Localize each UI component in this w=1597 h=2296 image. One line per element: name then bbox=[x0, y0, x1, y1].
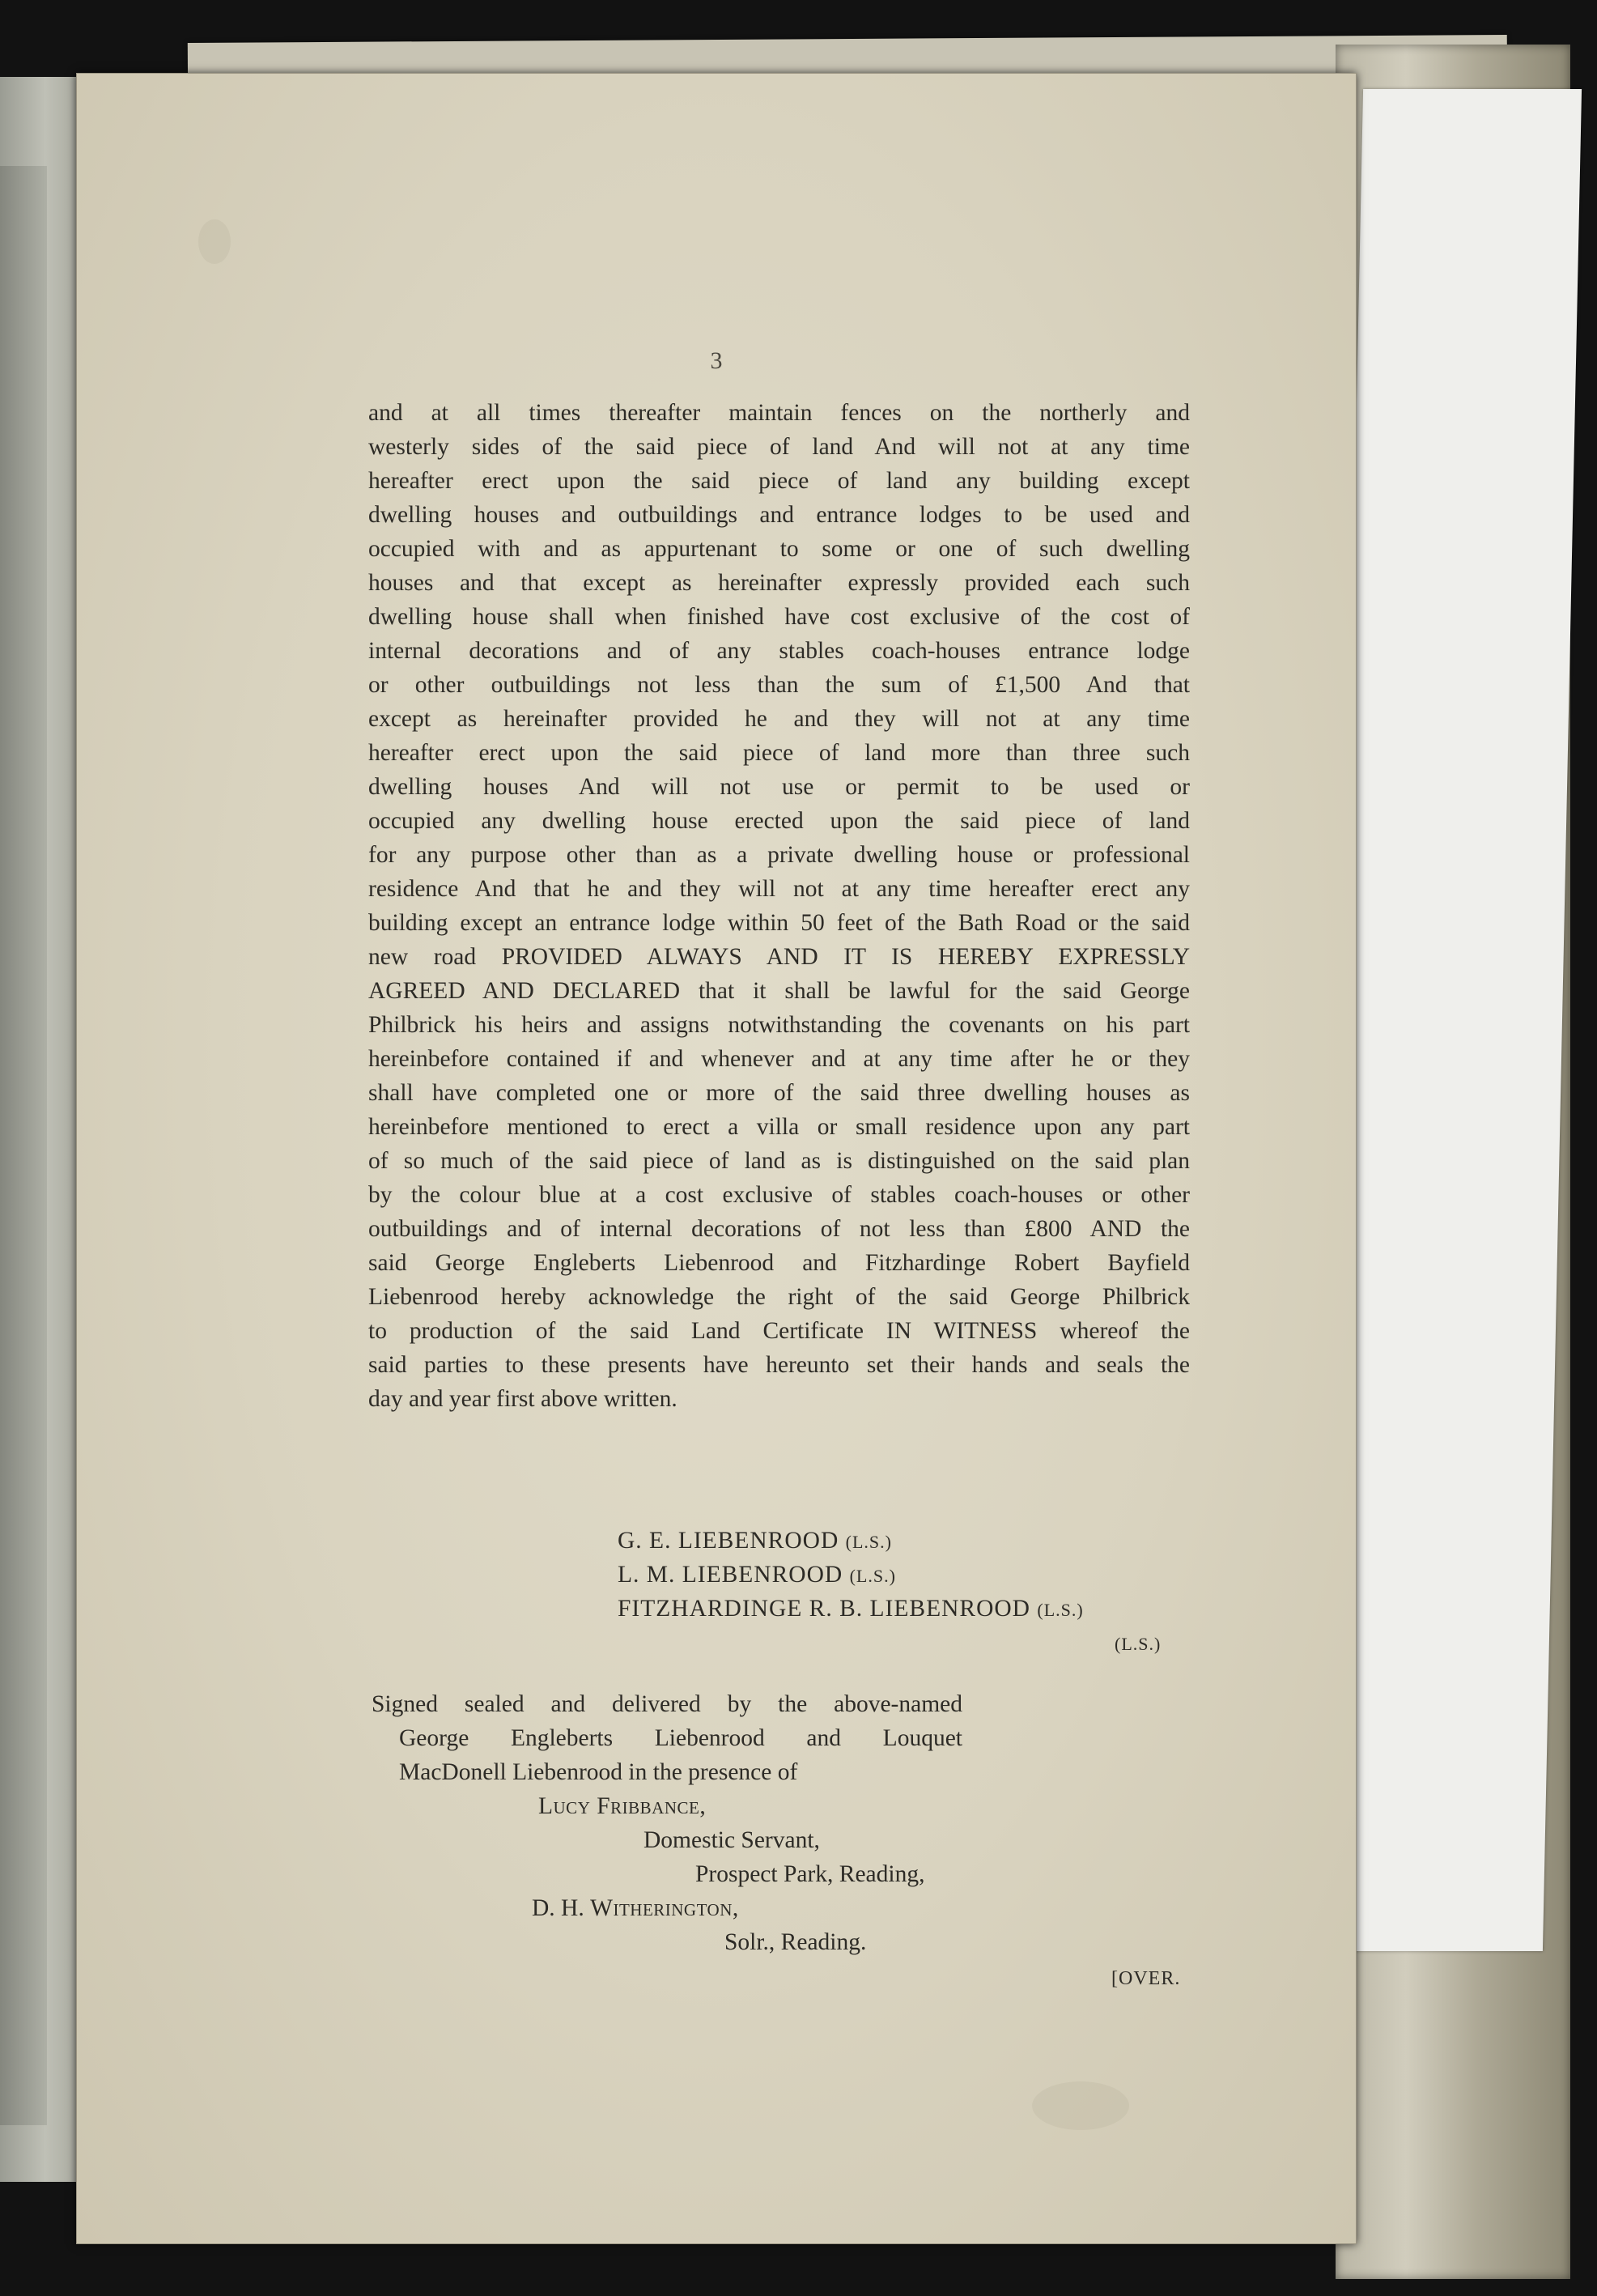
signatory-name: L. M. LIEBENROOD bbox=[618, 1562, 843, 1588]
witness-address: Prospect Park, Reading, bbox=[695, 1861, 925, 1887]
witness-name bbox=[532, 1895, 739, 1922]
body-text-line: hereinbefore contained if and whenever and at any time after he or they bbox=[368, 1046, 1190, 1072]
witness-initials: D. H. bbox=[532, 1895, 584, 1921]
body-text-line: Philbrick his heirs and assigns notwithstanding the covenants on his part bbox=[368, 1012, 1190, 1038]
seal-mark: (L.S.) bbox=[1115, 1634, 1162, 1654]
page-stain bbox=[1032, 2081, 1129, 2130]
document-page bbox=[76, 73, 1357, 2244]
attestation-line: Signed sealed and delivered by the above-named bbox=[372, 1691, 962, 1717]
signature-line bbox=[618, 1528, 892, 1554]
body-text-line: outbuildings and of internal decorations of not less than £800 AND the bbox=[368, 1216, 1190, 1242]
signature-line bbox=[618, 1562, 896, 1588]
signature-line bbox=[1115, 1630, 1161, 1656]
body-text-line: or other outbuildings not less than the sum of £1,500 And that bbox=[368, 672, 1190, 698]
body-text-line: internal decorations and of any stables coach-houses entrance lodge bbox=[368, 638, 1190, 664]
body-text-line: hereafter erect upon the said piece of land more than three such bbox=[368, 740, 1190, 766]
witness-name: Lucy Fribbance, bbox=[538, 1793, 707, 1819]
body-text-line: dwelling houses And will not use or permit to be used or bbox=[368, 774, 1190, 800]
body-text-line: houses and that except as hereinafter expressly provided each such bbox=[368, 570, 1190, 596]
witness-occupation: Domestic Servant, bbox=[643, 1827, 820, 1853]
body-text-line: said George Engleberts Liebenrood and Fitzhardinge Robert Bayfield bbox=[368, 1250, 1190, 1276]
body-text-line: shall have completed one or more of the said three dwelling houses as bbox=[368, 1080, 1190, 1106]
page-number: 3 bbox=[710, 347, 723, 374]
body-text-line: residence And that he and they will not at any time hereafter erect any bbox=[368, 876, 1190, 902]
seal-mark: (L.S.) bbox=[849, 1566, 896, 1586]
attestation-line: MacDonell Liebenrood in the presence of bbox=[399, 1759, 798, 1785]
body-text-line: said parties to these presents have hereunto set their hands and seals the bbox=[368, 1352, 1190, 1378]
body-text-line: new road PROVIDED ALWAYS AND IT IS HEREBY EXPRESSLY bbox=[368, 944, 1190, 970]
witness-occupation: Solr., Reading. bbox=[724, 1929, 867, 1955]
witness-surname: Witherington, bbox=[590, 1895, 739, 1921]
signatory-name: G. E. LIEBENROOD bbox=[618, 1528, 839, 1554]
signatory-name: FITZHARDINGE R. B. LIEBENROOD bbox=[618, 1596, 1030, 1622]
body-text-line: Liebenrood hereby acknowledge the right of the said George Philbrick bbox=[368, 1284, 1190, 1310]
body-text-line: dwelling house shall when finished have cost exclusive of the cost of bbox=[368, 604, 1190, 630]
body-text-line: for any purpose other than as a private dwelling house or professional bbox=[368, 842, 1190, 868]
body-text-line: by the colour blue at a cost exclusive of stables coach-houses or other bbox=[368, 1182, 1190, 1208]
white-paper-slip bbox=[1324, 89, 1582, 1951]
body-text-line: occupied any dwelling house erected upon the said piece of land bbox=[368, 808, 1190, 834]
seal-mark: (L.S.) bbox=[1037, 1600, 1084, 1620]
body-text-line: to production of the said Land Certificate IN WITNESS whereof the bbox=[368, 1318, 1190, 1344]
body-text-line: dwelling houses and outbuildings and entrance lodges to be used and bbox=[368, 502, 1190, 528]
body-text-line: day and year first above written. bbox=[368, 1386, 677, 1412]
body-text-line: AGREED AND DECLARED that it shall be lawful for the said George bbox=[368, 978, 1190, 1004]
body-text-line: building except an entrance lodge within 50 feet of the Bath Road or the said bbox=[368, 910, 1190, 936]
attestation-line: George Engleberts Liebenrood and Louquet bbox=[399, 1725, 962, 1751]
signature-line bbox=[618, 1596, 1084, 1622]
left-sheet-edge bbox=[0, 166, 47, 2125]
deed-body-text bbox=[368, 396, 1190, 1416]
body-text-line: westerly sides of the said piece of land And will not at any time bbox=[368, 434, 1190, 460]
body-text-line: and at all times thereafter maintain fences on the northerly and bbox=[368, 400, 1190, 426]
body-text-line: hereafter erect upon the said piece of land any building except bbox=[368, 468, 1190, 494]
over-page-mark: [OVER. bbox=[1111, 1968, 1181, 1989]
page-stain bbox=[198, 219, 231, 264]
body-text-line: except as hereinafter provided he and they will not at any time bbox=[368, 706, 1190, 732]
body-text-line: occupied with and as appurtenant to some or one of such dwelling bbox=[368, 536, 1190, 562]
body-text-line: hereinbefore mentioned to erect a villa or small residence upon any part bbox=[368, 1114, 1190, 1140]
seal-mark: (L.S.) bbox=[845, 1532, 892, 1552]
body-text-line: of so much of the said piece of land as is distinguished on the said plan bbox=[368, 1148, 1190, 1174]
